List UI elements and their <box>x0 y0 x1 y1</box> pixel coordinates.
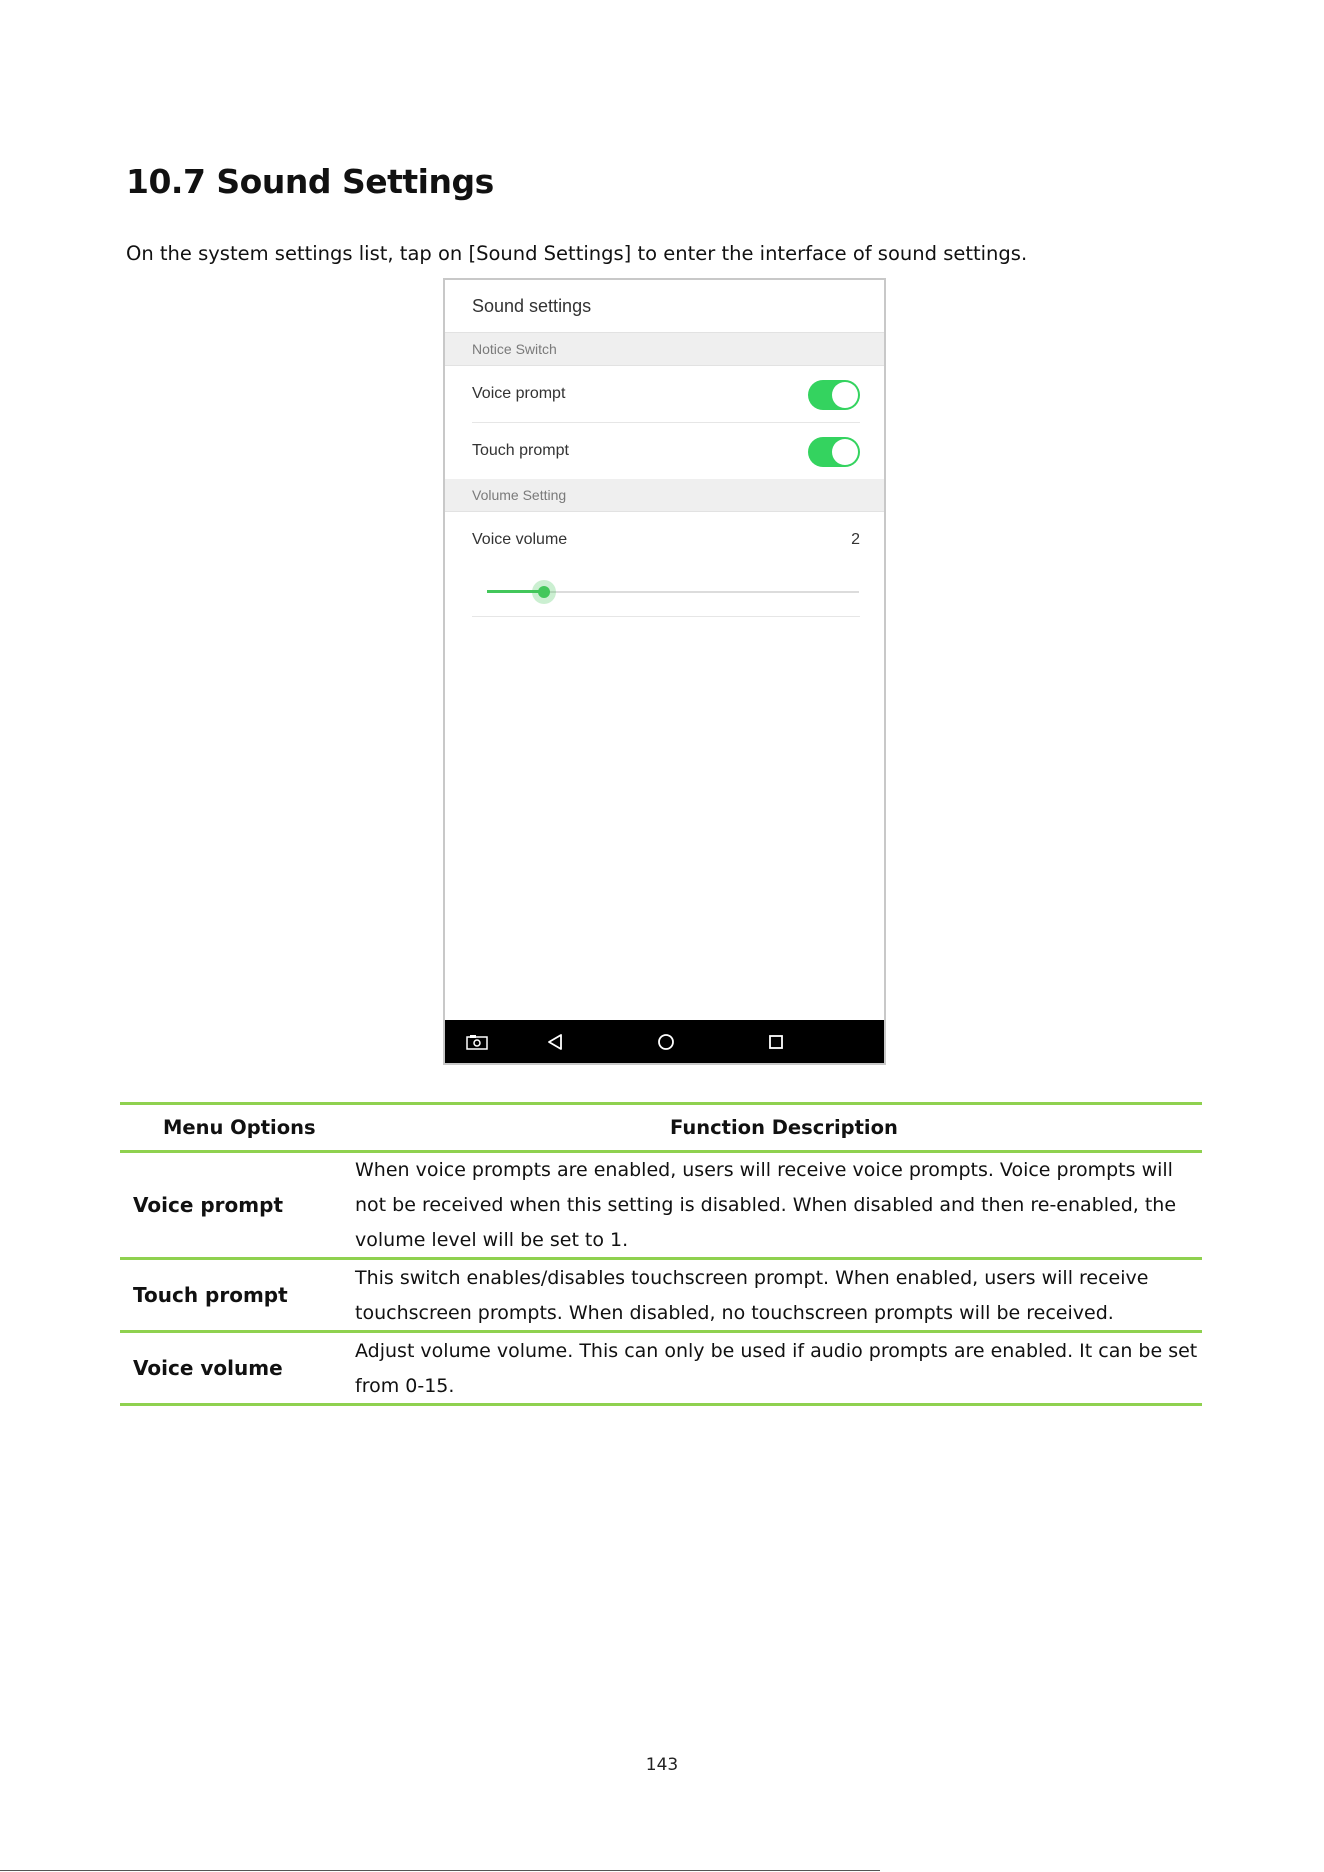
section-volume-label: Volume Setting <box>472 487 567 503</box>
section-notice-switch <box>445 333 884 366</box>
home-icon[interactable] <box>646 1020 686 1063</box>
device-screenshot <box>443 278 886 1065</box>
section-heading: 10.7 Sound Settings <box>126 162 494 201</box>
footer-rule <box>0 1870 880 1871</box>
voice-prompt-toggle[interactable] <box>808 380 860 410</box>
toggle-knob <box>832 439 858 465</box>
table-header-description: Function Description <box>670 1116 898 1139</box>
voice-volume-label: Voice volume <box>472 531 568 548</box>
voice-volume-slider[interactable] <box>487 580 859 604</box>
row-option-touch-prompt: Touch prompt <box>133 1283 288 1307</box>
page-number: 143 <box>645 1755 679 1775</box>
touch-prompt-toggle[interactable] <box>808 437 860 467</box>
touch-prompt-row[interactable] <box>472 423 860 479</box>
recents-icon[interactable] <box>756 1020 796 1063</box>
table-top-rule <box>120 1102 1202 1105</box>
section-notice-label: Notice Switch <box>472 341 557 357</box>
table-bottom-rule <box>120 1403 1202 1406</box>
touch-prompt-label: Touch prompt <box>472 442 569 459</box>
toggle-knob <box>832 382 858 408</box>
voice-volume-value: 2 <box>851 531 860 548</box>
screen-title-bar <box>445 280 884 333</box>
row-option-voice-volume: Voice volume <box>133 1356 283 1380</box>
voice-volume-row[interactable] <box>472 512 860 568</box>
slider-thumb[interactable] <box>538 586 550 598</box>
row-description: Adjust volume volume. This can only be used if audio prompts are enabled. It can be set from 0-15. <box>355 1340 1198 1397</box>
screen-title: Sound settings <box>472 296 592 316</box>
row-divider <box>472 616 860 617</box>
intro-paragraph: On the system settings list, tap on [Sound Settings] to enter the interface of sound settings. <box>126 242 1028 265</box>
row-description: When voice prompts are enabled, users will receive voice prompts. Voice prompts will not be received when this setting is disabled. When disabled and then re-enabled, the volume level will be set to 1. <box>355 1159 1177 1251</box>
table-row-rule <box>120 1257 1202 1260</box>
back-icon[interactable] <box>535 1020 575 1063</box>
voice-prompt-label: Voice prompt <box>472 385 566 402</box>
row-option-voice-prompt: Voice prompt <box>133 1193 283 1217</box>
section-volume-setting <box>445 479 884 512</box>
screenshot-icon[interactable] <box>457 1020 497 1063</box>
table-header-options: Menu Options <box>163 1116 316 1139</box>
table-row-rule <box>120 1330 1202 1333</box>
android-nav-bar <box>445 1020 884 1063</box>
voice-prompt-row[interactable] <box>472 366 860 423</box>
row-description: This switch enables/disables touchscreen prompt. When enabled, users will receive touchscreen prompts. When disabled, no touchscreen prompts will be received. <box>355 1267 1149 1324</box>
